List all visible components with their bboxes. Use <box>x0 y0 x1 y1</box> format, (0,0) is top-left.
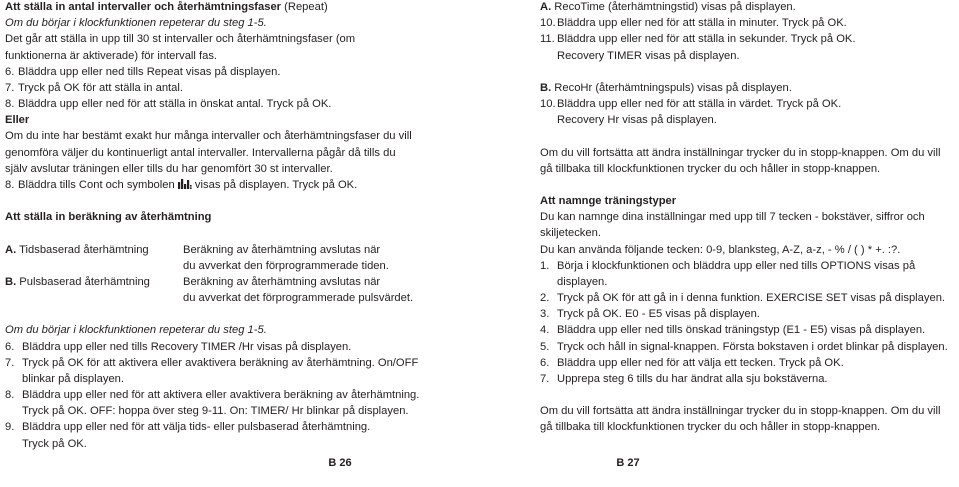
step-text: Bläddra upp eller ned för att ställa in önskat antal. Tryck på OK. <box>18 98 332 111</box>
step-text: Bläddra upp eller ned för att aktivera eller avaktivera beräkning av återhämtning. <box>22 389 420 402</box>
step-text: Bläddra upp eller ned för att välja tids- eller pulsbaserad återhämtning. <box>22 421 371 434</box>
step-continuation: Tryck på OK. <box>22 437 87 450</box>
recovery-step <box>5 387 475 403</box>
recotime-step <box>540 15 958 31</box>
step-continuation: Tryck på OK. OFF: hoppa över steg 9-11. On: TIMER/ Hr blinkar på displayen. <box>22 405 409 418</box>
mode-description: Beräkning av återhämtning avslutas när <box>183 243 381 256</box>
recovery-mode-a <box>5 242 475 258</box>
page-b27-column <box>540 0 958 436</box>
step-number: 4. <box>540 324 550 337</box>
page-number-left: B 26 <box>328 457 352 469</box>
step-text: Tryck på OK för att ställa in antal. <box>18 81 183 94</box>
or-text-line: genomföra väljer du kontinuerligt antal intervaller. Intervallerna pågår då tills du <box>5 146 396 159</box>
naming-step <box>540 371 958 387</box>
repeat-intro-line: funktionerna är aktiverade) för intervall fas. <box>5 49 218 62</box>
step-number: 11. <box>540 33 555 46</box>
recohr-step <box>540 96 958 112</box>
step-text: Tryck på OK för att aktivera eller avaktivera beräkning av återhämtning. On/OFF <box>22 356 419 369</box>
step-text: Bläddra upp eller ned för att ställa in minuter. Tryck på OK. <box>557 17 847 30</box>
step-number: 2. <box>540 292 550 305</box>
recovery-mode-label-empty <box>5 290 183 306</box>
naming-step <box>540 355 958 371</box>
step-text: Bläddra upp eller ned tills Recovery TIMER /Hr visas på displayen. <box>22 340 352 353</box>
recotime-step <box>540 31 958 47</box>
recovery-step <box>5 339 475 355</box>
spacer <box>540 387 958 403</box>
or-text-line: Om du inte har bestämt exakt hur många intervaller och återhämtningsfaser du vill <box>5 130 412 143</box>
naming-intro-line: Du kan namnge dina inställningar med upp till 7 tecken - bokstäver, siffror och <box>540 211 925 224</box>
mode-description: du avverkat den förprogrammerade tiden. <box>183 259 389 272</box>
spacer <box>540 64 958 80</box>
recovery-mode-label <box>5 274 183 290</box>
spacer <box>5 225 475 241</box>
naming-step <box>540 339 958 355</box>
step-continuation: Recovery Hr visas på displayen. <box>557 114 717 127</box>
repeat-cont-step <box>5 177 475 193</box>
step-number: 1. <box>540 259 550 272</box>
step-continuation: Recovery TIMER visas på displayen. <box>557 49 740 62</box>
naming-closing-line: Om du vill fortsätta att ändra inställningar trycker du in stopp-knappen. Om du vill <box>540 405 941 418</box>
step-number: 9. <box>5 421 15 434</box>
naming-step <box>540 290 958 306</box>
mode-name: Tidsbaserad återhämtning <box>19 243 149 256</box>
option-title: RecoTime (återhämtningstid) visas på displayen. <box>554 1 796 13</box>
step-continuation: blinkar på displayen. <box>22 372 124 385</box>
step-number: 7. <box>540 372 550 385</box>
spacer <box>5 193 475 209</box>
recohr-title <box>540 80 958 96</box>
mode-letter: B. <box>5 275 17 288</box>
mode-name: Pulsbaserad återhämtning <box>19 275 150 288</box>
naming-heading: Att namnge träningstyper <box>540 195 677 208</box>
repeat-heading-suffix: (Repeat) <box>284 1 328 13</box>
naming-closing-line: gå tillbaka till klockfunktionen trycker du och håller in stopp-knappen. <box>540 421 881 434</box>
repeat-note: Om du börjar i klockfunktionen repeterar du steg 1-5. <box>5 17 267 30</box>
naming-step <box>540 306 958 322</box>
naming-intro-line: skiljetecken. <box>540 227 601 240</box>
option-letter: B. <box>540 81 552 94</box>
step-number: 5. <box>540 340 550 353</box>
recovery-mode-b-cont <box>5 290 475 306</box>
spacer <box>540 177 958 193</box>
repeat-step <box>5 64 475 80</box>
step-number: 7. <box>5 81 15 94</box>
step-text: Bläddra upp eller ned tills Repeat visas på displayen. <box>18 65 281 78</box>
step-number: 8. <box>5 389 15 402</box>
step-text: Börja i klockfunktionen och bläddra upp eller ned tills OPTIONS visas på <box>557 259 916 272</box>
step-text: Tryck på OK för att gå in i denna funktion. EXERCISE SET visas på displayen. <box>557 292 946 305</box>
step-text: Tryck och håll in signal-knappen. Första bokstaven i ordet blinkar på displayen. <box>557 340 948 353</box>
step-number: 3. <box>540 308 550 321</box>
recovery-note: Om du börjar i klockfunktionen repeterar du steg 1-5. <box>5 324 267 337</box>
repeat-step <box>5 80 475 96</box>
or-label: Eller <box>5 114 30 127</box>
spacer <box>540 128 958 144</box>
recovery-mode-label-empty <box>5 258 183 274</box>
option-title: RecoHr (återhämtningspuls) visas på displayen. <box>554 81 792 94</box>
spacer <box>5 306 475 322</box>
recotime-title <box>540 0 958 15</box>
recovery-mode-b <box>5 274 475 290</box>
repeat-heading-title: Att ställa in antal intervaller och återhämtningsfaser <box>5 1 282 13</box>
step-number: 8. <box>5 178 15 191</box>
page-number-right: B 27 <box>616 457 640 469</box>
step-continuation: displayen. <box>557 275 608 288</box>
mode-letter: A. <box>5 243 17 256</box>
step-text: Bläddra upp eller ned tills önskad träningstyp (E1 - E5) visas på displayen. <box>557 324 926 337</box>
recovery-step <box>5 355 475 371</box>
step-text: Bläddra upp eller ned för att ställa in sekunder. Tryck på OK. <box>557 33 856 46</box>
recovery-step <box>5 419 475 435</box>
recovery-closing-line: Om du vill fortsätta att ändra inställningar trycker du in stopp-knappen. Om du vill <box>540 146 941 159</box>
recovery-closing-line: gå tillbaka till klockfunktionen trycker du och håller in stopp-knappen. <box>540 162 881 175</box>
step-text-after-icon: visas på displayen. Tryck på OK. <box>194 178 358 191</box>
recovery-mode-label <box>5 242 183 258</box>
step-number: 10. <box>540 17 556 30</box>
recovery-mode-a-cont <box>5 258 475 274</box>
step-number: 6. <box>5 340 15 353</box>
repeat-heading <box>5 0 475 15</box>
step-number: 10. <box>540 98 556 111</box>
step-number: 6. <box>5 65 15 78</box>
step-number: 8. <box>5 98 15 111</box>
step-text: Bläddra upp eller ned för att ställa in värdet. Tryck på OK. <box>557 98 842 111</box>
page-b26-column <box>5 0 475 452</box>
step-number: 6. <box>540 356 550 369</box>
interval-symbol-icon <box>178 179 192 189</box>
step-number: 7. <box>5 356 15 369</box>
repeat-step <box>5 96 475 112</box>
step-text: Bläddra upp eller ned för att välja ett tecken. Tryck på OK. <box>557 356 844 369</box>
naming-step <box>540 322 958 338</box>
mode-description: du avverkat det förprogrammerade pulsvärdet. <box>183 292 414 305</box>
step-text: Upprepa steg 6 tills du har ändrat alla sju bokstäverna. <box>557 372 828 385</box>
naming-step <box>540 258 958 274</box>
mode-description: Beräkning av återhämtning avslutas när <box>183 275 381 288</box>
recovery-heading: Att ställa in beräkning av återhämtning <box>5 211 212 224</box>
step-text: Tryck på OK. E0 - E5 visas på displayen. <box>557 308 760 321</box>
step-text-before-icon: Bläddra tills Cont och symbolen <box>18 178 175 191</box>
or-text-line: själv avslutar träningen eller tills du har genomfört 30 st intervaller. <box>5 162 333 175</box>
repeat-intro-line: Det går att ställa in upp till 30 st intervaller och återhämtningsfaser (om <box>5 33 356 46</box>
naming-chars-line: Du kan använda följande tecken: 0-9, blanksteg, A-Z, a-z, - % / ( ) * +. :?. <box>540 243 901 256</box>
option-letter: A. <box>540 1 552 13</box>
